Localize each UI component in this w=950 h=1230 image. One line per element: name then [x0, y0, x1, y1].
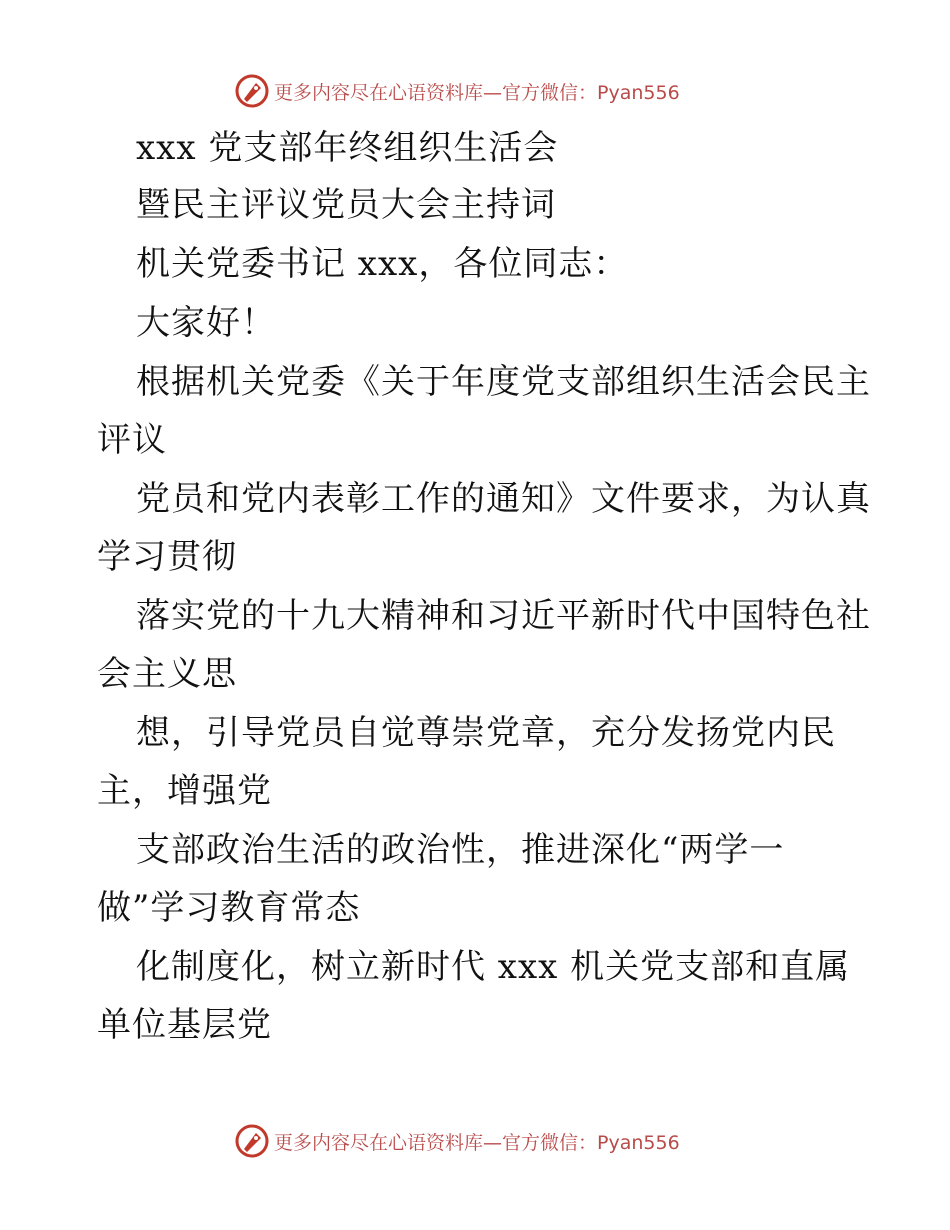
doc-paragraph-line: 会主义思	[97, 654, 237, 694]
watermark-text: 更多内容尽在心语资料库—官方微信：Pyan556	[274, 81, 680, 104]
doc-paragraph-line: 学习贯彻	[97, 537, 237, 577]
doc-paragraph-line: 落实党的十九大精神和习近平新时代中国特色社	[136, 596, 871, 636]
doc-paragraph-line: 党员和党内表彰工作的通知》文件要求，为认真	[136, 479, 871, 519]
doc-paragraph-line: 化制度化，树立新时代 xxx 机关党支部和直属	[136, 947, 851, 987]
doc-paragraph-line: 主，增强党	[97, 771, 272, 811]
doc-paragraph-line: 评议	[97, 420, 167, 460]
doc-paragraph-line: 支部政治生活的政治性，推进深化“两学一	[136, 830, 785, 870]
doc-paragraph-line: 根据机关党委《关于年度党支部组织生活会民主	[136, 362, 871, 402]
footer-watermark	[234, 1121, 680, 1161]
doc-title-line-1: xxx 党支部年终组织生活会	[136, 128, 559, 168]
doc-title-line-2: 暨民主评议党员大会主持词	[136, 185, 556, 225]
pen-nib-logo-icon	[234, 73, 270, 109]
doc-salutation: 机关党委书记 xxx，各位同志：	[136, 244, 629, 284]
watermark-text: 更多内容尽在心语资料库—官方微信：Pyan556	[274, 1131, 680, 1154]
doc-paragraph-line: 想，引导党员自觉尊崇党章，充分发扬党内民	[136, 713, 836, 753]
doc-paragraph-line: 做”学习教育常态	[97, 888, 361, 928]
doc-greeting: 大家好！	[136, 303, 276, 343]
header-watermark	[234, 71, 680, 111]
doc-paragraph-line: 单位基层党	[97, 1005, 272, 1045]
pen-nib-logo-icon	[234, 1123, 270, 1159]
